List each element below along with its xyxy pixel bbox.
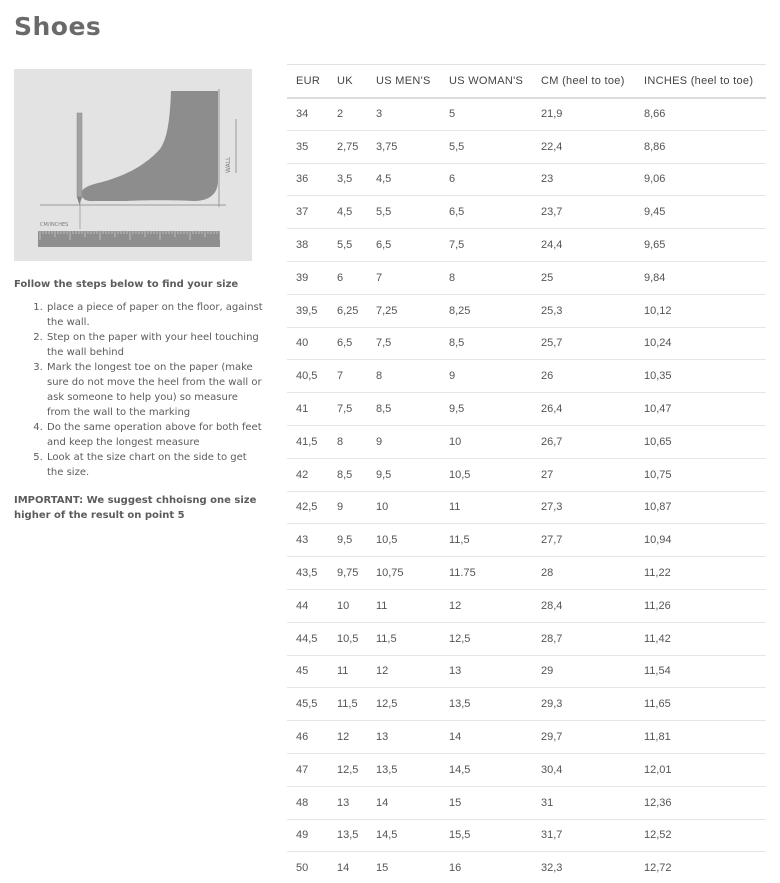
table-row [287,819,766,852]
cell-eur: 40,5 [287,360,328,393]
cell-eur: 47 [287,753,328,786]
cell-us-mens: 10,75 [367,557,440,590]
cell-uk: 6,25 [328,294,367,327]
cell-eur: 39,5 [287,294,328,327]
cell-eur: 34 [287,98,328,131]
cell-us-womans: 6,5 [440,196,532,229]
cell-uk: 4,5 [328,196,367,229]
cell-cm: 30,4 [532,753,635,786]
cell-cm: 22,4 [532,130,635,163]
header-uk: UK [328,65,367,98]
cell-us-mens: 10 [367,491,440,524]
cell-uk: 8,5 [328,458,367,491]
table-row [287,491,766,524]
cell-eur: 41,5 [287,425,328,458]
cell-inches: 9,06 [635,163,766,196]
cell-eur: 36 [287,163,328,196]
cell-us-mens: 5,5 [367,196,440,229]
cell-us-womans: 5,5 [440,130,532,163]
cell-cm: 26 [532,360,635,393]
cell-us-womans: 11.75 [440,557,532,590]
cell-cm: 29 [532,655,635,688]
cell-us-womans: 15 [440,786,532,819]
cell-uk: 12,5 [328,753,367,786]
cell-inches: 12,52 [635,819,766,852]
cell-us-mens: 13,5 [367,753,440,786]
cell-cm: 23,7 [532,196,635,229]
table-row [287,786,766,819]
cell-eur: 42,5 [287,491,328,524]
table-row [287,688,766,721]
instructions-heading: Follow the steps below to find your size [14,279,239,290]
cell-cm: 29,7 [532,721,635,754]
cell-uk: 9,5 [328,524,367,557]
cell-uk: 5,5 [328,229,367,262]
cell-eur: 44,5 [287,622,328,655]
table-header-row [287,65,766,98]
cell-us-womans: 10,5 [440,458,532,491]
cell-eur: 42 [287,458,328,491]
cell-us-mens: 12,5 [367,688,440,721]
cell-eur: 50 [296,862,309,875]
table-row [287,327,766,360]
cell-eur: 44 [287,589,328,622]
cell-us-womans: 14,5 [440,753,532,786]
cell-us-womans: 14 [440,721,532,754]
table-row [287,721,766,754]
cell-inches: 10,87 [635,491,766,524]
cell-inches: 10,94 [635,524,766,557]
table-row [287,261,766,294]
cell-inches: 8,66 [635,98,766,131]
cell-uk: 10,5 [328,622,367,655]
cell-cm: 26,4 [532,393,635,426]
table-row [287,229,766,262]
cell-inches: 10,35 [635,360,766,393]
instructions-steps [46,300,264,480]
cell-us-mens: 3,75 [367,130,440,163]
cell-inches: 11,65 [635,688,766,721]
cell-us-mens: 8,5 [367,393,440,426]
cell-eur: 43 [287,524,328,557]
cell-uk: 2 [328,98,367,131]
table-row [287,458,766,491]
cell-uk: 11,5 [328,688,367,721]
table-row [287,524,766,557]
cell-eur: 35 [287,130,328,163]
cell-cm: 29,3 [532,688,635,721]
cell-us-mens: 11 [367,589,440,622]
header-cm: CM (heel to toe) [532,65,635,98]
instruction-step: 1. place a piece of paper on the floor, against the wall. [46,300,264,330]
cell-uk: 3,5 [328,163,367,196]
cell-us-womans: 12,5 [440,622,532,655]
table-body [287,98,766,883]
table-row [287,393,766,426]
cell-cm: 31,7 [532,819,635,852]
cell-eur: 40 [287,327,328,360]
cell-us-womans: 9,5 [440,393,532,426]
cell-eur: 46 [287,721,328,754]
cell-inches: 9,45 [635,196,766,229]
wall-label: WALL [225,156,232,173]
cell-us-mens: 10,5 [367,524,440,557]
cell-eur: 45,5 [287,688,328,721]
table-row [287,294,766,327]
instruction-step: 2. Step on the paper with your heel touching the wall behind [46,330,264,360]
cell-inches: 12,36 [635,786,766,819]
cell-us-womans: 15,5 [440,819,532,852]
cell-us-mens: 7 [367,261,440,294]
cell-us-mens: 11,5 [367,622,440,655]
cell-us-womans: 5 [440,98,532,131]
page-title: Shoes [14,12,102,41]
cell-uk: 6 [328,261,367,294]
cell-inches: 10,65 [635,425,766,458]
table-row [287,622,766,655]
cell-eur: 41 [287,393,328,426]
cell-us-mens: 7,5 [367,327,440,360]
cell-eur: 49 [287,819,328,852]
table-row [287,98,766,131]
cell-us-mens: 8 [367,360,440,393]
cell-uk: 8 [328,425,367,458]
table-row [287,196,766,229]
cell-inches: 8,86 [635,130,766,163]
cell-us-womans: 11,5 [440,524,532,557]
important-note: IMPORTANT: We suggest chhoisng one size higher of the result on point 5 [14,495,257,521]
cell-us-womans: 9 [440,360,532,393]
cell-uk: 7 [328,360,367,393]
cell-us-mens: 4,5 [367,163,440,196]
ruler-label: CM/INCHES [40,222,69,228]
table-row [287,852,766,883]
table-row [287,753,766,786]
cell-cm: 32,3 [541,862,563,875]
table-row [287,360,766,393]
cell-uk: 11 [328,655,367,688]
cell-uk: 6,5 [328,327,367,360]
foot-measuring-illustration [14,69,252,261]
cell-us-womans: 8,5 [440,327,532,360]
cell-eur: 48 [287,786,328,819]
cell-inches: 10,24 [635,327,766,360]
table-row [287,655,766,688]
cell-inches: 10,12 [635,294,766,327]
cell-uk: 9 [328,491,367,524]
table-row [287,425,766,458]
header-us-mens: US MEN'S [367,65,440,98]
cell-inches: 11,81 [635,721,766,754]
header-eur: EUR [287,65,328,98]
cell-eur: 39 [287,261,328,294]
cell-cm: 28,4 [532,589,635,622]
cell-inches: 12,72 [644,862,672,875]
instructions-panel [14,279,264,523]
cell-cm: 28,7 [532,622,635,655]
cell-uk: 12 [328,721,367,754]
cell-us-womans: 11 [440,491,532,524]
instruction-step: 4. Do the same operation above for both feet and keep the longest measure [46,420,264,450]
cell-us-mens: 12 [367,655,440,688]
cell-us-womans: 8 [440,261,532,294]
cell-us-womans: 7,5 [440,229,532,262]
cell-us-womans: 10 [440,425,532,458]
cell-cm: 31 [532,786,635,819]
cell-eur: 43,5 [287,557,328,590]
table-row [287,589,766,622]
instruction-step: 5. Look at the size chart on the side to get the size. [46,450,264,480]
cell-inches: 10,75 [635,458,766,491]
cell-us-womans: 8,25 [440,294,532,327]
cell-us-womans: 13,5 [440,688,532,721]
cell-uk: 14 [337,862,350,875]
cell-eur: 45 [287,655,328,688]
cell-cm: 27 [532,458,635,491]
cell-us-mens: 14,5 [367,819,440,852]
cell-cm: 28 [532,557,635,590]
cell-inches: 11,42 [635,622,766,655]
cell-uk: 13,5 [328,819,367,852]
cell-cm: 24,4 [532,229,635,262]
cell-cm: 27,3 [532,491,635,524]
cell-eur: 38 [287,229,328,262]
cell-inches: 10,47 [635,393,766,426]
cell-us-mens: 14 [367,786,440,819]
cell-us-mens: 9,5 [367,458,440,491]
cell-cm: 23 [532,163,635,196]
cell-us-womans: 6 [440,163,532,196]
cell-us-mens: 9 [367,425,440,458]
cell-uk: 9,75 [328,557,367,590]
table-row [287,130,766,163]
cell-us-womans: 13 [440,655,532,688]
cell-us-mens: 6,5 [367,229,440,262]
cell-uk: 10 [328,589,367,622]
cell-us-womans: 12 [440,589,532,622]
cell-inches: 12,01 [635,753,766,786]
cell-inches: 11,22 [635,557,766,590]
cell-us-mens: 3 [367,98,440,131]
table-row [287,163,766,196]
cell-us-mens: 15 [376,862,389,875]
cell-cm: 25,3 [532,294,635,327]
cell-cm: 25 [532,261,635,294]
table-row [287,557,766,590]
header-inches: INCHES (heel to toe) [635,65,766,98]
header-us-womans: US WOMAN'S [440,65,532,98]
cell-inches: 11,26 [635,589,766,622]
cell-us-womans: 16 [449,862,462,875]
cell-us-mens: 13 [367,721,440,754]
cell-cm: 26,7 [532,425,635,458]
cell-us-mens: 7,25 [367,294,440,327]
cell-cm: 21,9 [532,98,635,131]
instruction-step: 3. Mark the longest toe on the paper (make sure do not move the heel from the wall or ask someone to help you) so measure from the wall to the marking [46,360,264,420]
cell-inches: 11,54 [635,655,766,688]
cell-cm: 27,7 [532,524,635,557]
cell-uk: 2,75 [328,130,367,163]
cell-cm: 25,7 [532,327,635,360]
cell-inches: 9,65 [635,229,766,262]
cell-uk: 7,5 [328,393,367,426]
cell-eur: 37 [287,196,328,229]
cell-inches: 9,84 [635,261,766,294]
cell-uk: 13 [328,786,367,819]
shoe-size-table [287,64,766,883]
